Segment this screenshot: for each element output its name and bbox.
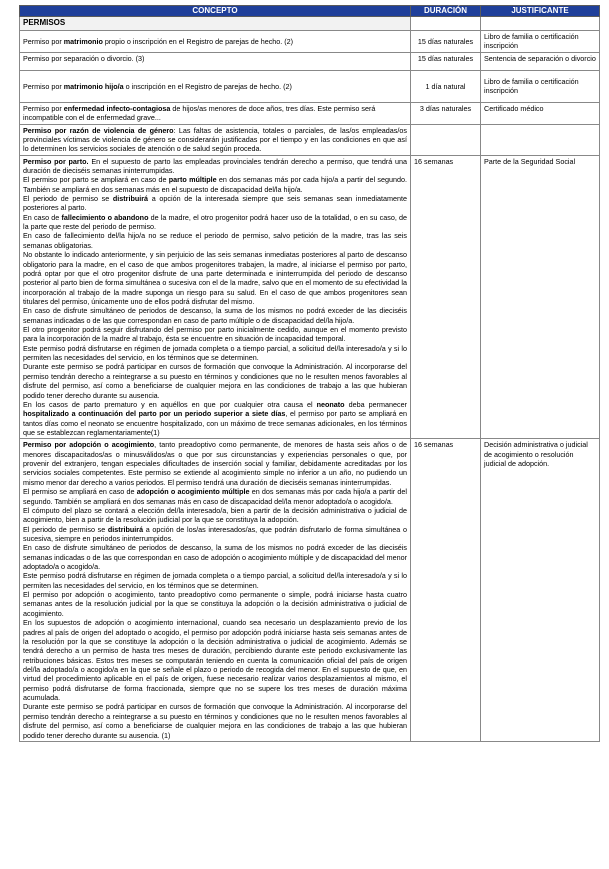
- paragraph: El otro progenitor podrá seguir disfrutando del permiso por parto inicialmente cedido, aunque en el momento previsto para la incorporación de la madre al trabajo, ésta se encuentre en situación de incapacidad temporal.: [23, 325, 407, 344]
- concept-cell: Permiso por matrimonio propio o inscripción en el Registro de parejas de hecho. (2): [20, 30, 411, 52]
- justification-cell: Certificado médico: [481, 102, 600, 124]
- header-duracion: DURACIÓN: [411, 6, 481, 17]
- justification-cell: Decisión administrativa o judicial de acogimiento o resolución judicial de adopción.: [481, 439, 600, 742]
- bold-text: Permiso por adopción o acogimiento: [23, 440, 155, 450]
- paragraph: Durante este permiso se podrá participar en cursos de formación que convoque la Administración. Al incorporarse del permiso tendrán derecho a reintegrarse a su puesto en términos y condiciones que no le resulten menos favorables al disfrute del permiso, así como a beneficiarse de cualquier mejora en las condiciones de trabajo a las que hubieran podido tener derecho durante su ausencia.: [23, 362, 407, 400]
- row-matrimonio-hijo: [20, 70, 600, 102]
- section-title: PERMISOS: [20, 17, 411, 30]
- duration-cell: 15 días naturales: [411, 30, 481, 52]
- row-adopcion: [20, 439, 600, 742]
- header-row: [20, 6, 600, 17]
- duration-cell: 16 semanas: [411, 155, 481, 439]
- bold-text: Permiso por parto.: [23, 156, 89, 166]
- duration-cell: 15 días naturales: [411, 52, 481, 70]
- justification-cell: [481, 124, 600, 155]
- paragraph: En caso de disfrute simultáneo de periodos de descanso, la suma de los mismos no podrá exceder de las dieciséis semanas indicadas o de las que correspondan en caso de parto múltiple o de discapacidad del/la hijo/a.: [23, 306, 407, 325]
- justification-cell: Sentencia de separación o divorcio: [481, 52, 600, 70]
- row-parto: [20, 155, 600, 439]
- paragraph: El periodo de permiso se distribuirá a opción de los/as interesados/as, que podrán disfrutarlo de forma simultánea o sucesiva, siempre en periodos ininterrumpidos.: [23, 524, 407, 543]
- section-justification-cell: [481, 17, 600, 30]
- paragraph: En caso de fallecimiento del/la hijo/a no se reduce el periodo de permiso, salvo petición de la madre, tras las seis semanas obligatorias.: [23, 231, 407, 250]
- concept-cell: [20, 155, 411, 439]
- adoption-paragraphs: [23, 440, 407, 740]
- paragraph: No obstante lo indicado anteriormente, y sin perjuicio de las seis semanas inmediatas posteriores al parto de descanso obligatorio para la madre, en el caso de que ambos progenitores trabajen, la madre, al iniciarse el permiso por parto, podrá optar por que el otro progenitor disfrute de una parte determinada e ininterrumpida del periodo de descanso posterior al parto bien de forma simultánea o sucesiva con el de la madre, salvo que en el momento de su efectividad la incorporación al trabajo de la madre suponga un riesgo para su salud. En el caso de que ambos progenitores sean titulares del permiso, únicamente uno de ellos podrá disfrutar del mismo.: [23, 250, 407, 306]
- paragraph: Este permiso podrá disfrutarse en régimen de jornada completa o a tiempo parcial, a solicitud del/la interesado/a y si lo permiten las necesidades del servicio, en los términos que se determinen.: [23, 343, 407, 363]
- birth-paragraphs: [23, 157, 407, 438]
- row-enfermedad: [20, 102, 600, 124]
- concept-cell: Permiso por matrimonio hijo/a o inscripción en el Registro de parejas de hecho. (2): [20, 70, 411, 102]
- concept-cell: Permiso por enfermedad infecto-contagiosa de hijos/as menores de doce años, tres días. Este permiso será incompatible con el de enfermedad grave...: [20, 102, 411, 124]
- concept-cell: Permiso por separación o divorcio. (3): [20, 52, 411, 70]
- bold-text: distribuirá: [112, 194, 149, 204]
- duration-cell: 1 día natural: [411, 70, 481, 102]
- concept-cell: Permiso por razón de violencia de género: Las faltas de asistencia, totales o parciales, de las/os empleadas/os provinciales víctimas de violencia de género se considerarán justificadas por el tiempo y en las condiciones en que así lo determinen los servicios sociales de atención o de salud según proceda.: [20, 124, 411, 155]
- paragraph: En caso de disfrute simultáneo de periodos de descanso, la suma de los mismos no podrá exceder de las dieciséis semanas indicadas o de las que correspondan en caso de adopción o acogimiento múltiple y de discapacidad del menor adoptado/a o acogido/a.: [23, 543, 407, 572]
- paragraph: Permiso por parto. En el supuesto de parto las empleadas provinciales tendrán derecho a permiso, que tendrá una duración de dieciséis semanas ininterrumpidas.: [23, 156, 407, 175]
- permisos-table: [19, 5, 600, 742]
- bold-text: fallecimiento o abandono: [61, 212, 149, 222]
- paragraph: El permiso se ampliará en caso de adopción o acogimiento múltiple en dos semanas más por cada hijo/a a partir del segundo. También se ampliará en dos semanas más en caso de discapacidad del/la menor adoptado/a o acogido/a.: [23, 487, 407, 506]
- paragraph: El cómputo del plazo se contará a elección del/la interesado/a, bien a partir de la decisión administrativa o judicial de acogimiento, bien a partir de la resolución judicial por la que se constituya la adopción.: [23, 505, 407, 525]
- row-separacion: [20, 52, 600, 70]
- section-row: [20, 17, 600, 30]
- row-matrimonio: [20, 30, 600, 52]
- paragraph: En los supuestos de adopción o acogimiento internacional, cuando sea necesario un desplazamiento previo de los padres al país de origen del adoptado o acogido, el permiso por adopción podrá iniciarse hasta seis semanas antes de la resolución por la que se constituye la adopción o la decisión administrativa o judicial de acogimiento. Además se tendrá derecho a un permiso de hasta tres meses de duración, percibiendo durante este periodo exclusivamente las retribuciones básicas. Estos tres meses se computarán teniendo en cuenta la comunicación oficial del país de origen del/la adoptado/a o acogido/a en la que se señale el plazo o periodo de recogida del menor. En el supuesto de que, en virtud del procedimiento aplicable en el país de origen, fuese necesario realizar varios desplazamientos al mismo, el permiso podrá disfrutarse de forma fraccionada, siempre que no se supere los tres meses de duración máxima acumulada.: [23, 618, 407, 703]
- bold-text: hospitalizado a continuación del parto por un periodo superior a siete días: [23, 409, 286, 419]
- bold-text: matrimonio hijo/a: [63, 81, 124, 91]
- paragraph: Durante este permiso se podrá participar en cursos de formación que convoque la Administración. Al incorporarse del permiso tendrán derecho a reintegrarse a su puesto en términos y condiciones que no le resulten menos favorables al disfrute del permiso, así como a beneficiarse de cualquier mejora en las condiciones de trabajo a las que hubieran podido tener derecho durante su ausencia. (1): [23, 702, 407, 740]
- bold-text: distribuirá: [107, 524, 144, 534]
- paragraph: Permiso por adopción o acogimiento, tanto preadoptivo como permanente, de menores de hasta seis años o de menores discapacitados/as o minusválidos/as o que por sus circunstancias y experiencias personales o que, por provenir del extranjero, tengan especiales dificultades de inserción social y familiar, debidamente acreditadas por los servicios sociales competentes. Este permiso se extiende al acogimiento simple no inferior a un año, no pudiendo un mismo menor dar derecho a varios periodos. El permiso tendrá una duración de dieciséis semanas ininterrumpidas.: [23, 440, 407, 487]
- bold-text: parto múltiple: [168, 175, 217, 185]
- paragraph: Este permiso podrá disfrutarse en régimen de jornada completa o a tiempo parcial, a solicitud del/la interesado/a y si lo permiten las necesidades del servicio, en los términos que se determinen.: [23, 571, 407, 590]
- concept-cell: [20, 439, 411, 742]
- bold-text: matrimonio: [63, 36, 103, 46]
- justification-cell: Libro de familia o certificación inscripción: [481, 70, 600, 102]
- paragraph: El permiso por parto se ampliará en caso de parto múltiple en dos semanas más por cada hijo/a a partir del segundo. También se ampliará en dos semanas más en el supuesto de discapacidad del/la hijo/a.: [23, 175, 407, 194]
- duration-cell: 16 semanas: [411, 439, 481, 742]
- header-justificante: JUSTIFICANTE: [481, 6, 600, 17]
- section-duration-cell: [411, 17, 481, 30]
- bold-text: neonato: [316, 399, 345, 409]
- paragraph: En caso de fallecimiento o abandono de la madre, el otro progenitor podrá hacer uso de la totalidad, o en su caso, de la parte que reste del periodo de permiso.: [23, 212, 407, 232]
- row-violencia-genero: [20, 124, 600, 155]
- duration-cell: [411, 124, 481, 155]
- bold-text: Permiso por razón de violencia de género: [23, 125, 174, 135]
- paragraph: En los casos de parto prematuro y en aquéllos en que por cualquier otra causa el neonato deba permanecer hospitalizado a continuación del parto por un periodo superior a siete días, el permiso por parto se ampliará en tantos días como el neonato se encuentre hospitalizado, con un máximo de trece semanas adicionales, en los términos que se establezcan reglamentariamente(1): [23, 399, 408, 437]
- justification-cell: Parte de la Seguridad Social: [481, 155, 600, 439]
- header-concepto: CONCEPTO: [20, 6, 411, 17]
- justification-cell: Libro de familia o certificación inscripción: [481, 30, 600, 52]
- bold-text: enfermedad infecto-contagiosa: [63, 103, 171, 113]
- duration-cell: 3 días naturales: [411, 102, 481, 124]
- paragraph: El permiso por adopción o acogimiento, tanto preadoptivo como permanente o simple, podrá iniciarse hasta cuatro semanas antes de la resolución judicial por la que se constituya la adopción o la decisión administrativa o judicial de acogimiento.: [23, 590, 407, 618]
- bold-text: adopción o acogimiento múltiple: [136, 487, 250, 497]
- paragraph: El periodo de permiso se distribuirá a opción de la interesada siempre que seis semanas sean inmediatamente posteriores al parto.: [23, 194, 407, 213]
